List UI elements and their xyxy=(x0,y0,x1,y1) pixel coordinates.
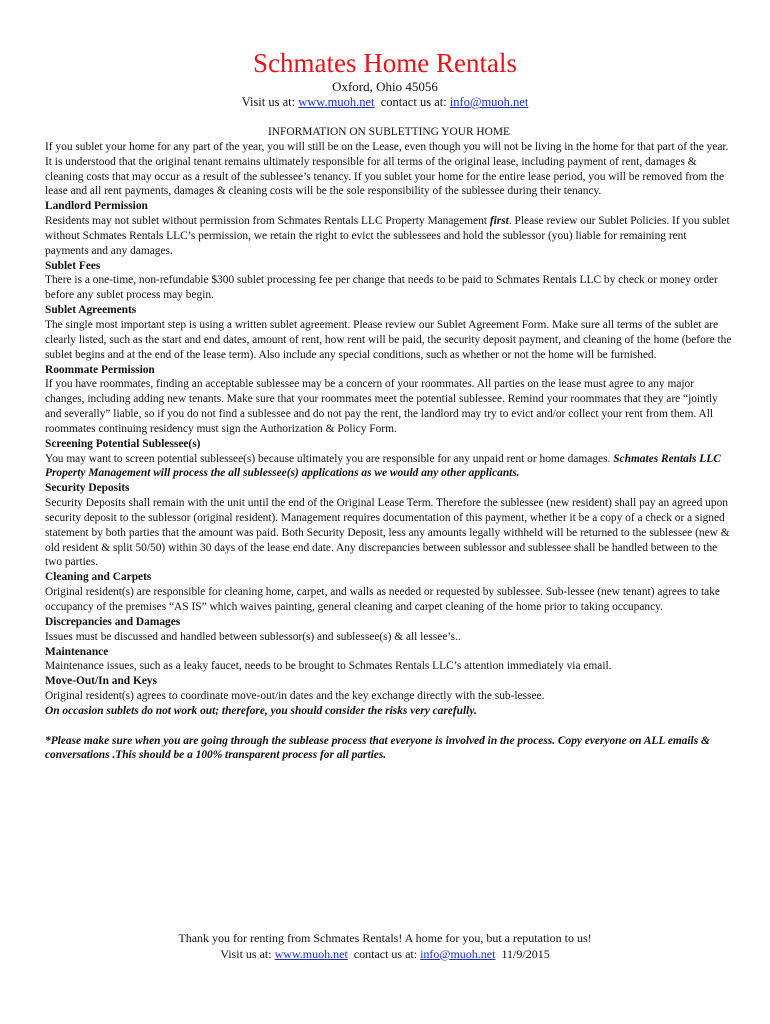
footer-thanks: Thank you for renting from Schmates Rentals! A home for you, but a reputation to us! xyxy=(178,931,592,945)
section-heading-maintenance: Maintenance xyxy=(45,645,109,658)
section-text-landlord-permission xyxy=(45,214,733,259)
section-heading-cleaning: Cleaning and Carpets xyxy=(45,571,152,584)
intro-paragraph: If you sublet your home for any part of the year, you will still be on the Lease, even though you will not be living in the home for that part of the year. It is understood that the original tenant remains ultimately responsible for all terms of the original lease, including payment of rent, damages & cleaning costs that may occur as a result of the sublessee’s tenancy. If you sublet your home for the entire lease period, you will be removed from the lease and all rent payments, damages & cleaning costs will be the sole responsibility of the sublessee during their tenancy. xyxy=(45,140,729,198)
document-heading: INFORMATION ON SUBLETTING YOUR HOME xyxy=(268,126,510,138)
section-text-sublet-fees: There is a one-time, non-refundable $300 sublet processing fee per change that needs to be paid to Schmates Rentals LLC by check or money order before any sublet process may begin. xyxy=(45,274,718,302)
section-text-move-out: Original resident(s) agrees to coordinate move-out/in dates and the key exchange directly with the sub-lessee. xyxy=(45,690,545,703)
section-text-maintenance: Maintenance issues, such as a leaky faucet, needs to be brought to Schmates Rentals LLC’s attention immediately via email. xyxy=(45,660,612,673)
section-text-roommate-permission: If you have roommates, finding an acceptable sublessee may be a concern of your roommates. All parties on the lease must agree to any major changes, including adding new tenants. Make sure that your roommates meet the potential sublessee. Remind your roommates that they are “jointly and severally” liable, so if you do not find a sublessee and do not pay the rent, the landlord may try to evict and/or collect your rent from them. All roommates continuing residency must sign the Authorization & Policy Form. xyxy=(45,378,718,435)
section-heading-security-deposits: Security Deposits xyxy=(45,482,130,495)
section-heading-move-out: Move-Out/In and Keys xyxy=(45,675,158,688)
section-text-sublet-agreements: The single most important step is using a written sublet agreement. Please review our Sublet Agreement Form. Make sure all terms of the sublet are clearly listed, such as the start and end dates, amount of rent, how rent will be paid, the security deposit payment, and cleaning of the home (before the sublet begins and at the end of the lease term). Also include any special conditions, such as whether or not the home will be furnished. xyxy=(45,318,732,361)
document-body xyxy=(45,125,733,763)
email-link[interactable]: info@muoh.net xyxy=(449,95,529,109)
company-address: Oxford, Ohio 45056 xyxy=(332,79,438,94)
permission-emphasis: first xyxy=(489,215,509,228)
website-link[interactable]: www.muoh.net xyxy=(298,95,375,109)
footer-website-link[interactable]: www.muoh.net xyxy=(274,946,348,961)
section-heading-screening: Screening Potential Sublessee(s) xyxy=(45,437,201,450)
header-contact-line xyxy=(0,94,770,111)
section-text-security-deposits: Security Deposits shall remain with the unit until the end of the Original Lease Term. Therefore the sublessee (new resident) shall pay an agreed upon security deposit to the sublessor (original resident). Management requires documentation of this payment, whether it be a copy of a check or a signed statement by both parties that the amount was paid. Both Security Deposit, less any amounts legally withheld will be returned to the sublessee (new & old resident & split 50/50) within 30 days of the lease end date. Any discrepancies between sublessor and sublessee shall be handled between to the two parties. xyxy=(45,497,730,569)
section-heading-sublet-agreements: Sublet Agreements xyxy=(45,304,137,317)
section-heading-sublet-fees: Sublet Fees xyxy=(45,259,101,272)
permission-text-a: Residents may not sublet without permission from Schmates Rentals LLC Property Management xyxy=(45,215,490,228)
closing-note: *Please make sure when you are going through the sublease process that everyone is involved in the process. Copy everyone on ALL emails & conversations .This should be a 100% transparent process for all parties. xyxy=(45,734,710,762)
visit-label: Visit us at: xyxy=(241,95,296,109)
company-title: Schmates Home Rentals xyxy=(253,48,517,78)
section-heading-roommate-permission: Roommate Permission xyxy=(45,363,155,376)
section-text-discrepancies: Issues must be discussed and handled between sublessor(s) and sublessee(s) & all lessee’s.. xyxy=(45,630,461,643)
section-text-cleaning: Original resident(s) are responsible for cleaning home, carpet, and walls as needed or requested by sublessee. Sub-lessee (new tenant) agrees to take occupancy of the premises “AS IS” which waives painting, general cleaning and carpet cleaning of the home prior to taking occupancy. xyxy=(45,586,720,613)
move-out-warning: On occasion sublets do not work out; therefore, you should consider the risks very carefully. xyxy=(45,704,477,717)
section-heading-discrepancies: Discrepancies and Damages xyxy=(45,615,181,628)
page-footer xyxy=(0,931,770,962)
section-heading-landlord-permission: Landlord Permission xyxy=(45,200,148,213)
footer-contact-line xyxy=(0,947,770,963)
screening-text: You may want to screen potential sublessee(s) because ultimately you are responsible for any unpaid rent or home damages. xyxy=(45,452,614,465)
screening-emphasis: Schmates Rentals LLC Property Management will process the all sublessee(s) applications as we would any other applicants. xyxy=(45,452,721,480)
contact-label: contact us at: xyxy=(380,95,447,109)
section-text-screening xyxy=(45,452,733,482)
footer-visit-label: Visit us at: xyxy=(220,946,272,961)
footer-date: 11/9/2015 xyxy=(501,946,550,961)
footer-email-link[interactable]: info@muoh.net xyxy=(420,946,496,961)
spacer xyxy=(45,719,733,734)
permission-text-b: . Please review our Sublet Policies. If you sublet without Schmates Rentals LLC’s permission, we retain the right to evict the sublessees and hold the sublessor (you) liable for remaining rent payments and any damages. xyxy=(45,215,730,257)
footer-contact-label: contact us at: xyxy=(353,946,418,961)
